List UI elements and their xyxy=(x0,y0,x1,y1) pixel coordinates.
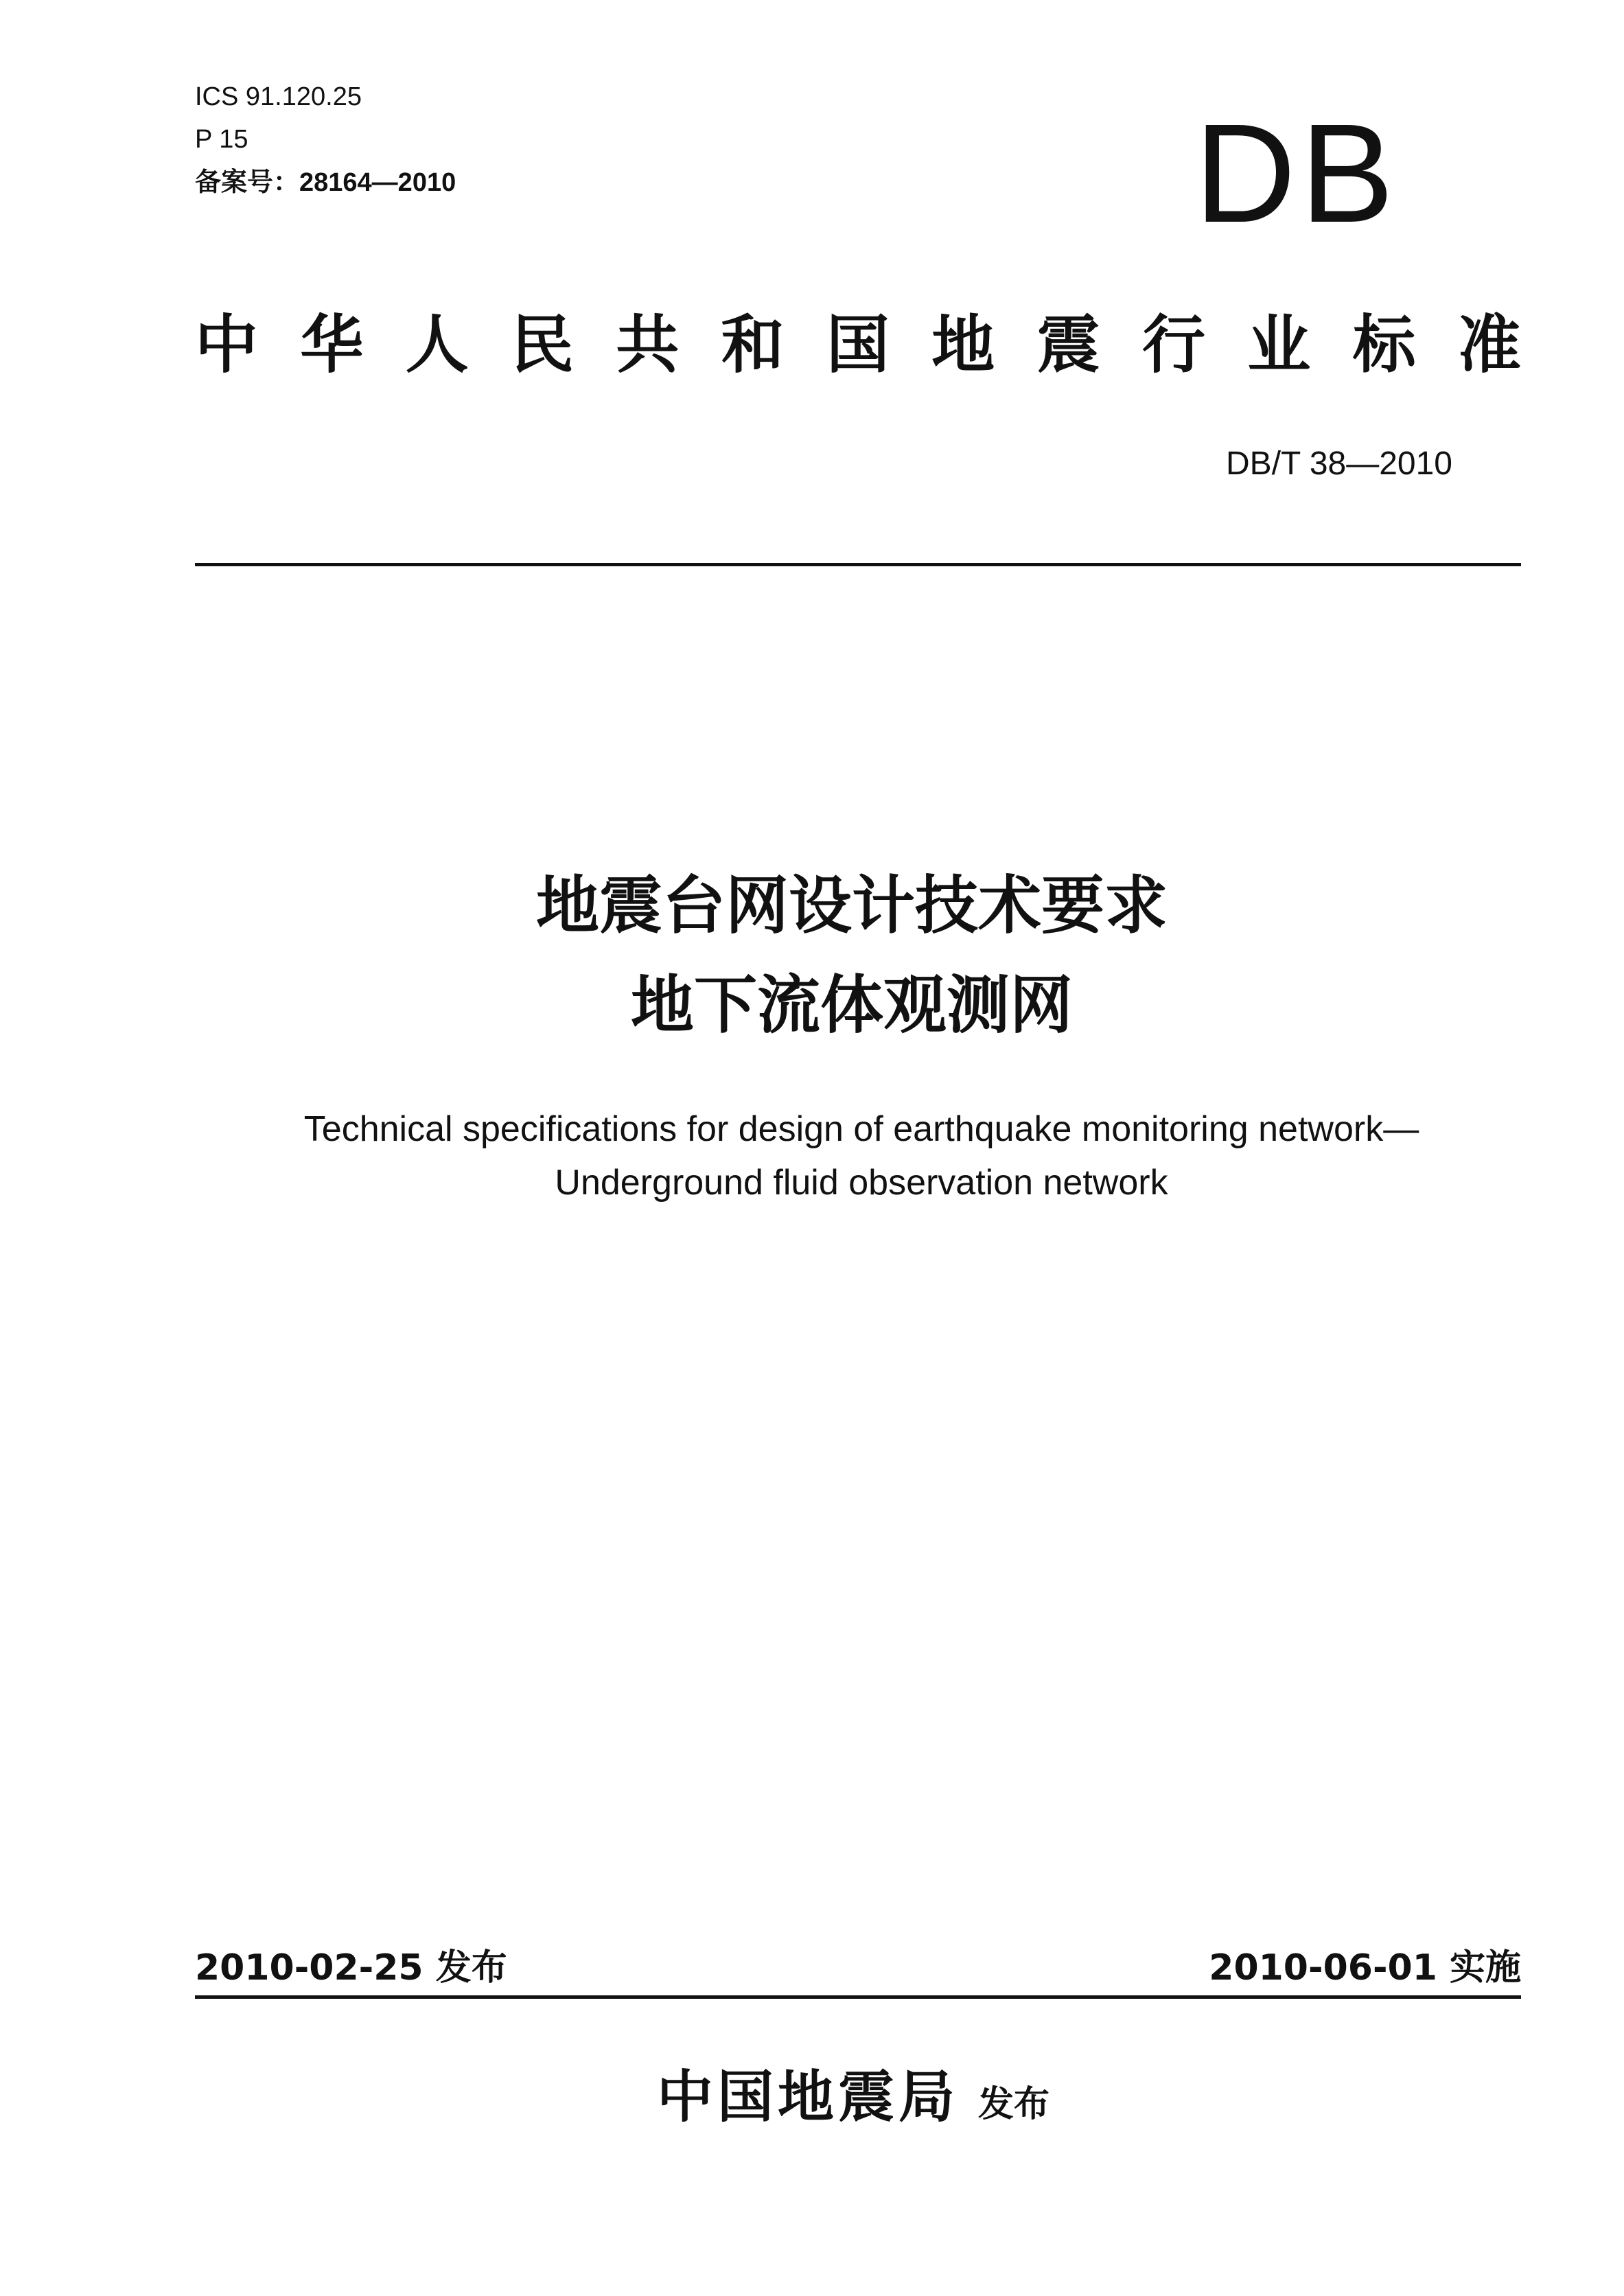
industry-standard-title xyxy=(195,302,1521,382)
industry-title-char: 地 xyxy=(931,308,995,382)
document-title-en-line1: Technical specifications for design of earthquake monitoring network— xyxy=(303,1109,1419,1149)
top-divider xyxy=(195,563,1521,566)
industry-title-char: 震 xyxy=(1036,308,1100,382)
industry-title-char: 准 xyxy=(1457,308,1521,382)
record-number xyxy=(195,166,456,198)
publisher-name: 中国地震局 xyxy=(656,2064,959,2130)
industry-title-char: 国 xyxy=(826,308,890,382)
bottom-divider xyxy=(195,1995,1521,1999)
industry-title-char: 标 xyxy=(1352,308,1416,382)
publisher xyxy=(41,2052,1624,2133)
publisher-suffix: 发布 xyxy=(978,2084,1050,2125)
db-logo: DB xyxy=(1194,95,1398,252)
issue-date: 2010-02-25 发布 xyxy=(195,1947,507,1988)
industry-title-char: 人 xyxy=(405,308,469,382)
industry-title-char: 华 xyxy=(300,308,364,382)
document-title-cn-line2: 地下流体观测网 xyxy=(630,969,1073,1042)
standard-number: DB/T 38—2010 xyxy=(1226,445,1452,482)
ccs-code: P 15 xyxy=(195,125,248,154)
industry-title-char: 业 xyxy=(1247,308,1311,382)
industry-title-char: 中 xyxy=(195,308,259,382)
implementation-date: 2010-06-01 实施 xyxy=(1209,1947,1521,1988)
industry-title-char: 共 xyxy=(616,308,680,382)
document-title-en-line2: Underground fluid observation network xyxy=(555,1163,1168,1203)
record-label: 备案号： xyxy=(195,167,300,197)
industry-title-char: 行 xyxy=(1141,308,1205,382)
record-value: 28164—2010 xyxy=(299,168,456,197)
industry-title-char: 和 xyxy=(721,308,785,382)
industry-title-char: 民 xyxy=(510,308,574,382)
document-title-cn-line1: 地震台网设计技术要求 xyxy=(535,869,1168,942)
ics-code: ICS 91.120.25 xyxy=(195,82,362,111)
